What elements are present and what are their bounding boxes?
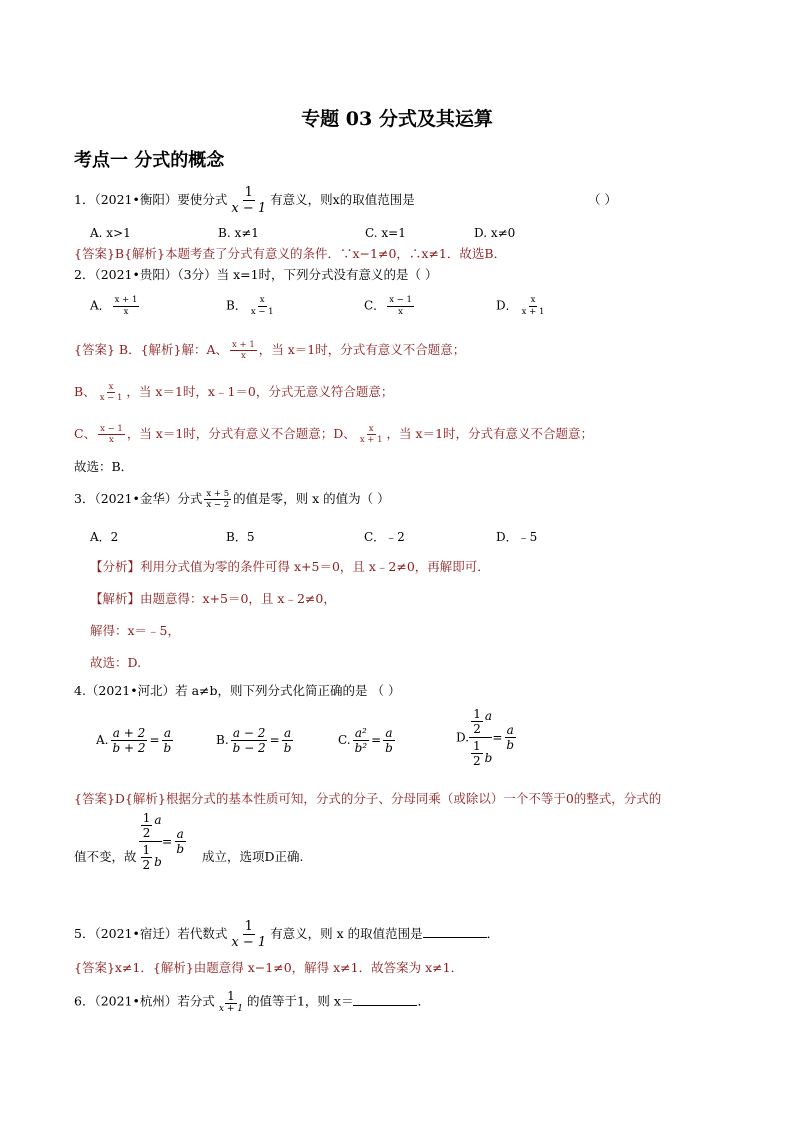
q1-option-b: B. x≠1 [218, 226, 259, 240]
q4-ans-right-fraction [174, 828, 186, 855]
q4-d-half-top-num: 1 [473, 707, 481, 721]
q4-option-d [456, 708, 518, 767]
q2-option-c-label: C． [364, 298, 386, 313]
q1-frac-den: x − 1 [231, 201, 267, 216]
q4-b-left-fraction [231, 727, 268, 754]
q5-answer-blank[interactable] [423, 925, 487, 938]
q4-ans-var-a: a [154, 812, 162, 827]
q4-a-left-fraction [110, 727, 147, 754]
q5-suffix: 有意义，则 x 的取值范围是 [270, 926, 423, 941]
q3-suffix: 的值是零，则 x 的值为（ ） [233, 491, 390, 506]
q4-answer-nested-fraction [139, 812, 162, 871]
q2-b-num: x [259, 295, 265, 305]
q4-d-half-top-den: 2 [473, 722, 481, 736]
q4-ans-half-bot-num: 1 [142, 843, 151, 857]
q4-b-eq: = [269, 733, 280, 747]
question-2: 2．（2021•贵阳）（3分）当 x=1时，下列分式没有意义的是（ ） [74, 267, 438, 282]
q2-ans3-b: ，当 x＝1时，分式有意义不合题意；D、 [126, 426, 356, 441]
q2-b-den: x − 1 [250, 306, 274, 317]
q4-c-label: C. [338, 733, 351, 747]
q4-c-right-fraction [383, 727, 395, 754]
page-title: 专题 03 分式及其运算 [301, 108, 493, 130]
q2-ans1-a: {答案} B．{解析}解：A、 [74, 342, 228, 357]
q3-solve: 解得：x＝﹣5， [90, 623, 181, 638]
q2-ans1-b: ，当 x＝1时，分式有意义不合题意； [258, 342, 466, 357]
q4-ans-half-top-den: 2 [142, 826, 151, 840]
q2-ans2-num: x [108, 381, 114, 392]
q2-ans3-fraction-d [358, 425, 385, 445]
q1-option-c: C. x=1 [365, 226, 406, 240]
q3-solution: 【解析】由题意得：x+5＝0，且 x﹣2≠0， [90, 591, 336, 606]
q2-c-num: x − 1 [389, 295, 412, 305]
q2-option-d-label: D． [496, 298, 518, 313]
q4-b-label: B. [216, 733, 229, 747]
q1-answer: {答案}B{解析}本题考查了分式有意义的条件．∵x−1≠0，∴x≠1．故选B． [74, 246, 507, 261]
q6-answer-blank[interactable] [353, 993, 417, 1006]
q1-prefix: 1．（2021•衡阳）要使分式 [74, 192, 228, 207]
q4-a-eq: = [149, 733, 160, 747]
q2-option-b [226, 296, 278, 316]
q4-d-label: D. [456, 730, 470, 745]
q2-option-b-label: B． [226, 298, 247, 313]
q2-option-a-fraction [113, 296, 140, 316]
q6-end: ． [417, 993, 430, 1009]
q3-choose: 故选：D. [90, 655, 142, 670]
q6-fraction [217, 990, 245, 1014]
q4-d-half-bot-den: 2 [473, 754, 481, 768]
q4-a-num: a + 2 [112, 726, 146, 740]
q4-ans-rd: b [176, 842, 185, 856]
q2-a-num: x + 1 [114, 295, 138, 305]
q2-ans3-fraction-c [98, 425, 125, 445]
q6-suffix: 的值等于1，则 x＝ [246, 993, 354, 1009]
q2-ans3-a: C、 [74, 426, 97, 441]
q3-option-b: B．5 [226, 530, 255, 544]
q3-option-c: C．﹣2 [364, 530, 405, 544]
q5-answer: {答案}x≠1．{解析}由题意得 x−1≠0，解得 x≠1．故答案为 x≠1． [74, 960, 464, 975]
q4-d-right-fraction [504, 724, 516, 751]
q3-fraction [204, 490, 231, 510]
q4-c-rn: a [385, 726, 393, 740]
q5-fraction [229, 920, 268, 949]
q3-frac-num: x + 5 [206, 488, 230, 499]
q4-d-half-bot [471, 740, 483, 767]
q4-ans-half-top [141, 812, 153, 839]
q2-ans3-d-den: x + 1 [359, 435, 383, 445]
q2-answer-line-3 [74, 424, 593, 445]
q2-option-c [364, 296, 416, 316]
q2-d-den: x + 1 [521, 306, 545, 317]
q4-b-num: a − 2 [232, 726, 266, 740]
q4-a-rd: b [163, 741, 172, 755]
q4-d-var-a: a [484, 708, 493, 723]
q5-prefix: 5．（2021•宿迁）若代数式 [74, 926, 228, 941]
q2-ans2-a: B、 [74, 384, 96, 399]
q2-c-den: x [398, 306, 403, 317]
q5-end: ． [486, 926, 500, 941]
q6-frac-num: 1 [227, 989, 235, 1003]
q2-option-a [90, 296, 141, 316]
q4-answer: {答案}D{解析}根据分式的基本性质可知，分式的分子、分母同乘（或除以）一个不等于0的整式，分式的 [74, 791, 662, 806]
q2-ans3-c-num: x − 1 [100, 423, 123, 434]
q2-ans2-den: x − 1 [99, 393, 123, 403]
q2-ans3-c: ，当 x＝1时，分式有意义不合题意； [386, 426, 594, 441]
question-5 [74, 920, 499, 949]
q1-fraction [229, 186, 268, 215]
q2-option-c-fraction [387, 296, 414, 316]
q2-answer-line-1 [74, 340, 465, 361]
q3-frac-den: x − 2 [206, 500, 230, 510]
q4-b-rn: a [283, 726, 292, 740]
q4-c-left-fraction [353, 727, 370, 754]
q4-d-half-top [471, 708, 483, 735]
q5-frac-num: 1 [244, 919, 253, 934]
q4-c-num: a² [354, 726, 367, 740]
q4-c-eq: = [371, 733, 382, 747]
q4-option-c [338, 727, 397, 754]
q2-answer-line-2 [74, 382, 393, 403]
q2-option-d-fraction [520, 296, 547, 316]
q1-frac-num: 1 [244, 185, 253, 200]
q2-answer-choice: 故选：B． [74, 459, 134, 474]
question-3 [74, 489, 390, 510]
q4-answer2-b: 成立，选项D正确. [202, 849, 304, 864]
q4-ans-eq: = [161, 833, 173, 849]
q2-ans3-d-num: x [368, 423, 374, 434]
q2-ans2-b: ，当 x＝1时，x﹣1＝0，分式无意义符合题意； [126, 384, 394, 399]
q2-d-num: x [530, 295, 536, 305]
q4-ans-rn: a [176, 827, 184, 841]
q4-b-rd: b [283, 741, 292, 755]
q4-a-label: A. [96, 733, 109, 747]
q6-prefix: 6．（2021•杭州）若分式 [74, 993, 215, 1009]
q4-d-eq: = [492, 730, 503, 745]
q4-c-den: b² [354, 741, 368, 755]
q5-frac-den: x − 1 [231, 935, 267, 950]
q3-option-d: D．﹣5 [496, 530, 538, 544]
q2-ans1-num: x + 1 [232, 339, 255, 350]
q3-analysis: 【分析】利用分式值为零的条件可得 x+5＝0，且 x﹣2≠0，再解即可． [90, 559, 490, 574]
q4-b-right-fraction [282, 727, 294, 754]
q1-option-a: A. x>1 [90, 226, 131, 240]
q4-ans-half-bot-den: 2 [142, 858, 151, 872]
question-4: 4.（2021•河北）若 a≠b，则下列分式化简正确的是 （ ） [74, 683, 401, 698]
q6-frac-den: x + 1 [218, 1004, 243, 1014]
q4-a-den: b + 2 [112, 741, 146, 755]
q3-prefix: 3．（2021•金华）分式 [74, 491, 203, 506]
q2-option-d [496, 296, 548, 316]
q4-option-b [216, 727, 295, 754]
q4-ans-half-top-num: 1 [142, 811, 151, 825]
q3-option-a: A．2 [90, 530, 119, 544]
q2-option-a-label: A． [90, 298, 111, 313]
q4-b-den: b − 2 [232, 741, 266, 755]
q4-a-rn: a [163, 726, 171, 740]
question-1 [74, 186, 415, 215]
q4-answer2-a: 值不变，故 [74, 849, 137, 864]
q4-c-rd: b [385, 741, 393, 755]
q1-suffix: 有意义，则x的取值范围是 [270, 192, 415, 207]
q4-d-var-b: b [484, 750, 493, 765]
q4-option-a [96, 727, 175, 754]
q4-ans-var-b: b [154, 854, 162, 869]
q4-a-right-fraction [162, 727, 174, 754]
q2-a-den: x [123, 306, 129, 317]
q1-paren: （ ） [588, 192, 617, 207]
q4-d-nested-fraction [469, 708, 492, 767]
q2-ans2-fraction [98, 383, 125, 403]
q2-ans1-fraction [230, 341, 257, 361]
section-heading: 考点一 分式的概念 [74, 150, 225, 171]
q4-ans-half-bot [141, 844, 153, 871]
q1-option-d: D. x≠0 [474, 226, 516, 240]
q2-ans3-c-den: x [109, 435, 114, 445]
q2-ans1-den: x [240, 351, 246, 361]
question-6 [74, 990, 430, 1014]
q4-d-rd: b [506, 738, 515, 752]
q4-d-rn: a [506, 723, 514, 737]
q4-answer-continued [74, 812, 304, 871]
q4-d-half-bot-num: 1 [473, 739, 481, 753]
q2-option-b-fraction [249, 296, 276, 316]
